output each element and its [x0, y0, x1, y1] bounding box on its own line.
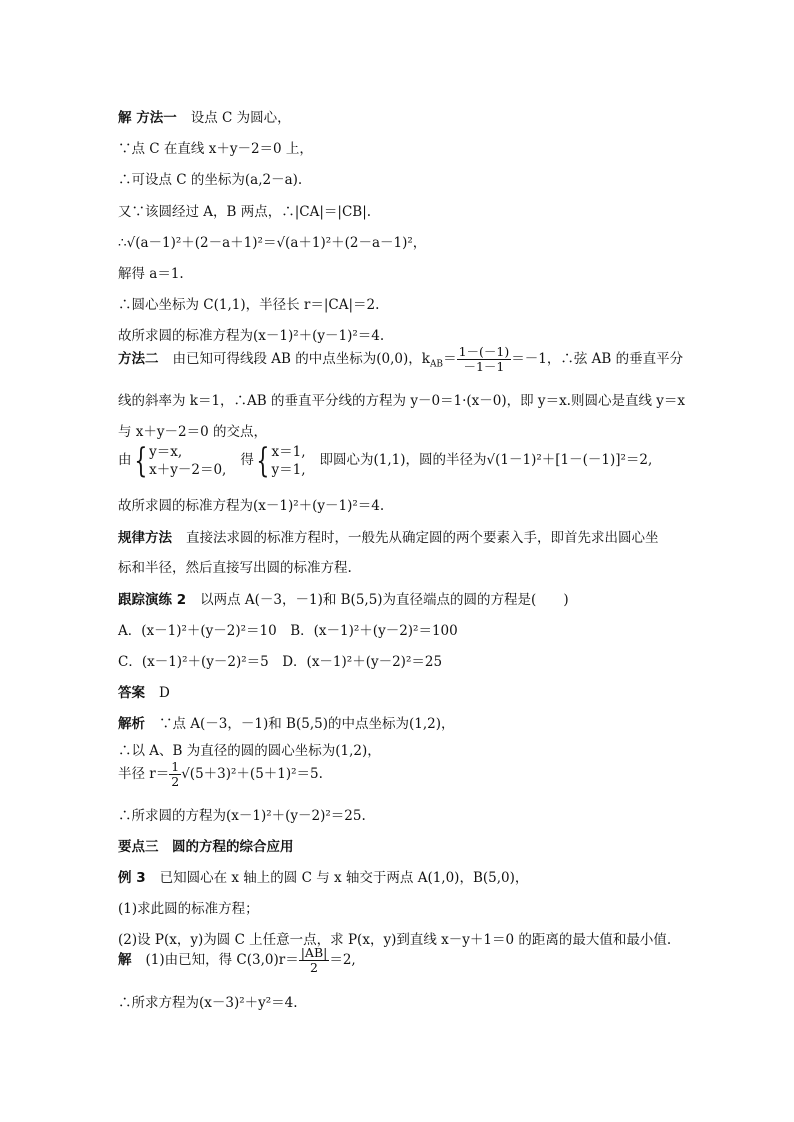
text-line: 又∵该圆经过 A，B 两点，∴|CA|＝|CB|. [118, 204, 372, 220]
analysis-label: 解析 [118, 716, 145, 732]
example-label: 例 3 [118, 870, 146, 886]
text-line: ∵点 C 在直线 x＋y－2＝0 上， [118, 141, 313, 157]
text-line: 线的斜率为 k＝1，∴AB 的垂直平分线的方程为 y－0＝1·(x－0)，即 y＝x.则圆心是直线 y＝x [118, 393, 685, 409]
text: ＝－1，∴弦 AB 的垂直平分 [511, 351, 684, 367]
text-line: ∴以 A、B 为直径的圆的圆心坐标为(1,2)， [118, 743, 381, 759]
numerator: |AB| [300, 945, 328, 960]
choices-line: A．(x－1)²＋(y－2)²＝10 B．(x－1)²＋(y－2)²＝100 [118, 623, 458, 639]
text: 得 [240, 452, 254, 468]
text: (1)由已知，得 C(3,0)r＝ [145, 952, 299, 968]
radius-line [118, 760, 323, 789]
slope-fraction [457, 345, 512, 374]
numerator: 1－(－1) [458, 344, 510, 359]
text-line: 标和半径，然后直接写出圆的标准方程. [118, 560, 352, 576]
ab-half-fraction [299, 946, 330, 975]
text-line: (2)设 P(x，y)为圆 C 上任意一点，求 P(x，y)到直线 x－y＋1＝0 的距离的最大值和最小值. [118, 932, 672, 948]
equation-line: ∴√(a－1)²＋(2－a＋1)²＝√(a＋1)²＋(2－a－1)²， [118, 235, 427, 251]
text: 以两点 A(－3，－1)和 B(5,5)为直径端点的圆的方程是( ) [200, 592, 569, 608]
section-title: 要点三 圆的方程的综合应用 [118, 839, 294, 855]
system-row: y＝1, [271, 461, 306, 478]
text: 设点 C 为圆心， [190, 110, 291, 126]
system-row: y＝x, [149, 443, 183, 460]
text: 由 [118, 452, 132, 468]
text-line: (1)求此圆的标准方程； [118, 901, 259, 917]
subscript: AB [429, 359, 444, 370]
text-line: 故所求圆的标准方程为(x－1)²＋(y－1)²＝4. [118, 328, 385, 344]
rule-method-label: 规律方法 [118, 530, 172, 546]
system-row: x＝1, [271, 443, 306, 460]
text: ∵点 A(－3，－1)和 B(5,5)的中点坐标为(1,2)， [159, 716, 455, 732]
numerator: 1 [171, 759, 180, 774]
text: ＝ [443, 351, 457, 367]
answer-line [118, 684, 170, 702]
solution-method-one-line [118, 109, 291, 127]
solution-line [118, 946, 356, 975]
text: ＝2, [329, 952, 356, 968]
text-line: ∴圆心坐标为 C(1,1)，半径长 r＝|CA|＝2. [118, 297, 380, 313]
text: 由已知可得线段 AB 的中点坐标为(0,0)，k [172, 351, 430, 367]
left-brace-icon: { [133, 440, 147, 481]
section-heading [118, 838, 294, 856]
answer-label: 答案 [118, 685, 145, 701]
method-two-line [118, 345, 683, 379]
system-row: x＋y－2＝0, [149, 461, 227, 478]
text-line: ∴所求圆的方程为(x－1)²＋(y－2)²＝25. [118, 808, 366, 824]
text-line: ∴可设点 C 的坐标为(a,2－a). [118, 172, 303, 188]
half-fraction [169, 760, 181, 789]
system-line [118, 440, 652, 480]
text: √(5＋3)²＋(5＋1)²＝5. [181, 766, 323, 782]
method-one-label: 解 方法一 [118, 110, 177, 126]
analysis-line [118, 715, 454, 733]
practice-label: 跟踪演练 2 [118, 592, 187, 608]
denominator: －1－1 [463, 359, 505, 374]
answer-value: D [159, 685, 170, 701]
text-line: ∴所求方程为(x－3)²＋y²＝4. [118, 995, 298, 1011]
rule-method-line [118, 529, 659, 547]
method-two-label: 方法二 [118, 351, 159, 367]
equation-system-1 [132, 440, 227, 481]
left-brace-icon: { [256, 440, 270, 481]
text-line: 与 x＋y－2＝0 的交点， [118, 424, 268, 440]
text: 即圆心为(1,1)，圆的半径为√(1－1)²＋[1－(－1)]²＝2, [319, 452, 653, 468]
example-line [118, 869, 528, 887]
text: 半径 r＝ [118, 766, 170, 782]
text: 直接法求圆的标准方程时，一般先从确定圆的两个要素入手，即首先求出圆心坐 [186, 530, 659, 546]
denominator: 2 [171, 774, 180, 789]
practice-line [118, 591, 569, 609]
equation-system-2 [254, 440, 306, 481]
text: 已知圆心在 x 轴上的圆 C 与 x 轴交于两点 A(1,0)，B(5,0)， [159, 870, 529, 886]
choices-line: C．(x－1)²＋(y－2)²＝5 D．(x－1)²＋(y－2)²＝25 [118, 654, 443, 670]
text-line: 故所求圆的标准方程为(x－1)²＋(y－1)²＝4. [118, 498, 385, 514]
text-line: 解得 a＝1. [118, 266, 184, 282]
denominator: 2 [310, 960, 318, 975]
solution-label: 解 [118, 952, 132, 968]
